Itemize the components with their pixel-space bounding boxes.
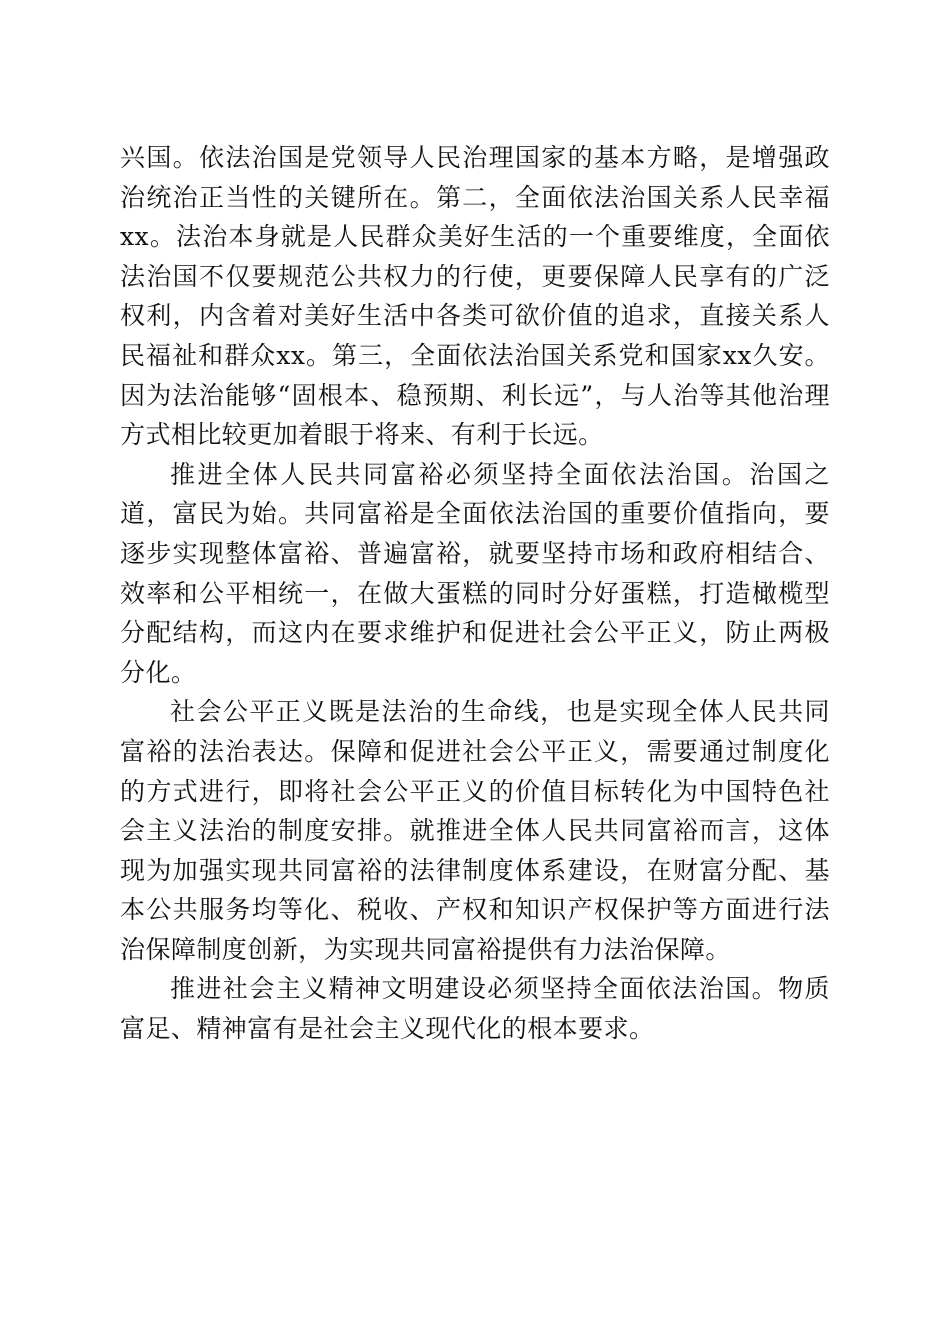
- paragraph-common-prosperity: 推进全体人民共同富裕必须坚持全面依法治国。治国之道，富民为始。共同富裕是全面依法治国的重要价值指向，要逐步实现整体富裕、普遍富裕，就要坚持市场和政府相结合、效率和公平相统一，在做大蛋糕的同时分好蛋糕，打造橄榄型分配结构，而这内在要求维护和促进社会公平正义，防止两极分化。: [120, 459, 830, 687]
- document-body: [120, 138, 830, 1049]
- paragraph-spiritual-civilization: 推进社会主义精神文明建设必须坚持全面依法治国。物质富足、精神富有是社会主义现代化的根本要求。: [120, 974, 830, 1044]
- paragraph-social-justice: 社会公平正义既是法治的生命线，也是实现全体人民共同富裕的法治表达。保障和促进社会公平正义，需要通过制度化的方式进行，即将社会公平正义的价值目标转化为中国特色社会主义法治的制度安排。就推进全体人民共同富裕而言，这体现为加强实现共同富裕的法律制度体系建设，在财富分配、基本公共服务均等化、税收、产权和知识产权保护等方面进行法治保障制度创新，为实现共同富裕提供有力法治保障。: [120, 697, 830, 964]
- paragraph-continued-from-previous-page: 兴国。依法治国是党领导人民治理国家的基本方略，是增强政治统治正当性的关键所在。第二，全面依法治国关系人民幸福xx。法治本身就是人民群众美好生活的一个重要维度，全面依法治国不仅要规范公共权力的行使，更要保障人民享有的广泛权利，内含着对美好生活中各类可欲价值的追求，直接关系人民福祉和群众xx。第三，全面依法治国关系党和国家xx久安。因为法治能够“固根本、稳预期、利长远”，与人治等其他治理方式相比较更加着眼于将来、有利于长远。: [120, 143, 830, 450]
